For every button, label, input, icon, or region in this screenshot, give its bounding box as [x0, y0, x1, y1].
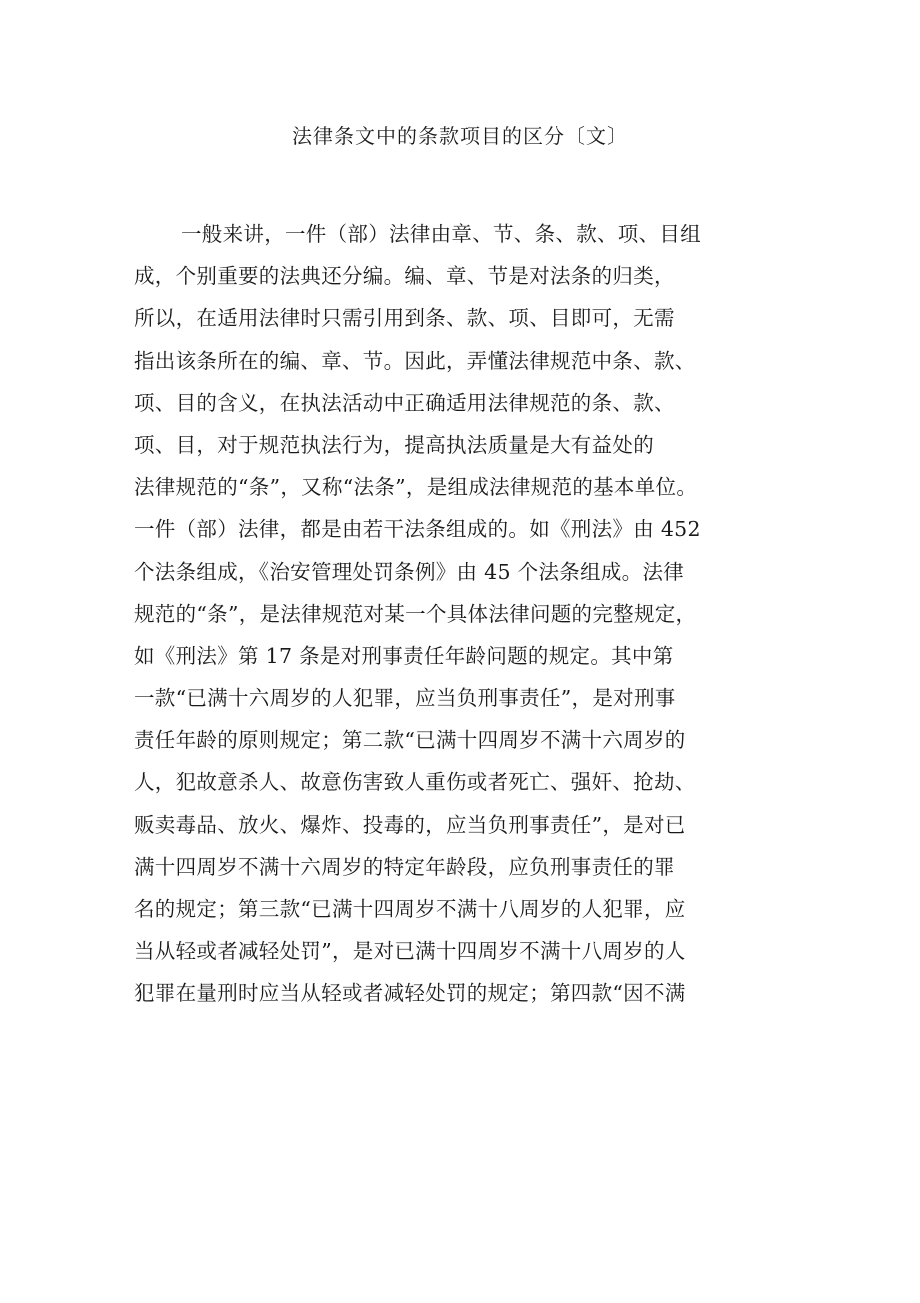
- paragraph-line: 指出该条所在的编、章、节。因此，弄懂法律规范中条、款、: [134, 348, 696, 373]
- paragraph-line: 一款“已满十六周岁的人犯罪，应当负刑事责任”，是对刑事: [134, 686, 676, 711]
- paragraph-line: 一般来讲，一件（部）法律由章、节、条、款、项、目组: [181, 222, 701, 246]
- paragraph-line: 责任年龄的原则规定；第二款“已满十四周岁不满十六周岁的: [134, 728, 686, 753]
- paragraph-line: 项、目的含义，在执法活动中正确适用法律规范的条、款、: [134, 390, 675, 415]
- paragraph-line: 人，犯故意杀人、故意伤害致人重伤或者死亡、强奸、抢劫、: [134, 770, 696, 795]
- paragraph-line: 贩卖毒品、放火、爆炸、投毒的，应当负刑事责任”，是对已: [134, 812, 686, 837]
- paragraph-line: 犯罪在量刑时应当从轻或者减轻处罚的规定；第四款“因不满: [134, 981, 686, 1006]
- paragraph-line: 如《刑法》第 17 条是对刑事责任年龄问题的规定。其中第: [134, 643, 674, 668]
- paragraph-line: 法律规范的“条”，又称“法条”，是组成法律规范的基本单位。: [134, 475, 698, 500]
- paragraph-line: 成，个别重要的法典还分编。编、章、节是对法条的归类，: [134, 264, 675, 289]
- paragraph-line: 所以，在适用法律时只需引用到条、款、项、目即可，无需: [134, 306, 675, 331]
- paragraph-line: 项、目，对于规范执法行为，提高执法质量是大有益处的: [134, 432, 654, 457]
- body-text: [134, 219, 774, 1021]
- paragraph-line: 满十四周岁不满十六周岁的特定年龄段，应负刑事责任的罪: [134, 854, 675, 879]
- paragraph-line: 一件（部）法律，都是由若干法条组成的。如《刑法》由 452: [134, 517, 701, 542]
- paragraph-line: 规范的“条”，是法律规范对某一个具体法律问题的完整规定，: [134, 601, 697, 626]
- paragraph-line: 名的规定；第三款“已满十四周岁不满十八周岁的人犯罪，应: [134, 897, 686, 921]
- paragraph-line: 个法条组成，《治安管理处罚条例》由 45 个法条组成。法律: [134, 559, 685, 584]
- paragraph-line: 当从轻或者减轻处罚”，是对已满十四周岁不满十八周岁的人: [134, 939, 686, 964]
- page-title: 法律条文中的条款项目的区分〔文〕: [292, 124, 628, 148]
